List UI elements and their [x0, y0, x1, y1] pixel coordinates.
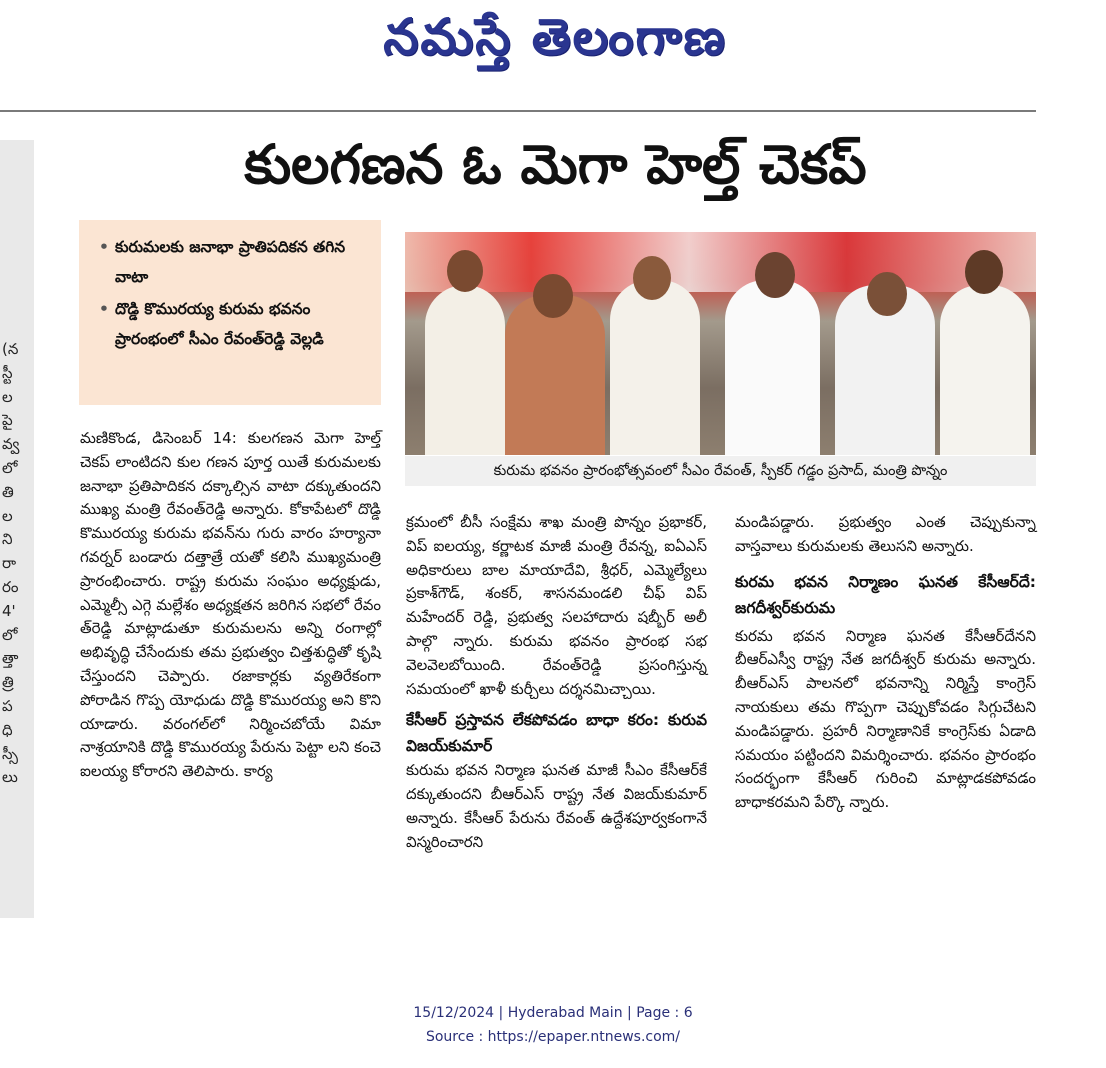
- photo-person: [505, 295, 605, 455]
- masthead-divider: [0, 110, 1036, 112]
- photo-person: [610, 280, 700, 455]
- adjacent-column-fragment: లో: [2, 625, 18, 644]
- adjacent-column-fragment: ధి: [2, 720, 13, 739]
- adjacent-column-fragment: రా: [2, 554, 17, 573]
- adjacent-column-fragment: లు: [2, 768, 18, 787]
- stage-backdrop: [405, 232, 1036, 292]
- article-column-3: [735, 511, 1036, 815]
- article-subheading: కురమ భవన నిర్మాణం ఘనత కేసీఆర్‌దే: జగదీశ్వర్‌కురుమ: [735, 572, 1036, 617]
- photo-caption: కురుమ భవనం ప్రారంభోత్సవంలో సీఎం రేవంత్, స్పీకర్ గడ్డం ప్రసాద్, మంత్రి పొన్నం: [405, 456, 1036, 486]
- edition-info: 15/12/2024 | Hyderabad Main | Page : 6: [413, 1005, 693, 1021]
- highlight-item: • కురుమలకు జనాభా ప్రాతిపదికన తగిన వాటా: [99, 232, 373, 292]
- article-paragraph: క్రమంలో బీసీ సంక్షేమ శాఖ మంత్రి పొన్నం ప్రభాకర్, విప్ ఐలయ్య, కర్ణాటక మాజీ మంత్రి రేవన్న, ఐఏఎస్ అధికారులు బాల మాయాదేవి, శ్రీధర్, ఎమ్మెల్యేలు ప్రకాశ్‌గౌడ్, శంకర్, శాసనమండలి చీఫ్ విప్ మహేందర్ రెడ్డి, ప్రభుత్వ సలహాదారు షబ్బీర్ అలీ పాల్గొ న్నారు. కురుమ భవనం ప్రారంభ సభ వెలవెలబోయింది. రేవంత్‌రెడ్డి ప్రసంగిస్తున్న సమయంలో ఖాళీ కుర్చీలు దర్శనమిచ్చాయి.: [406, 513, 707, 698]
- article-subheading: కేసీఆర్ ప్రస్తావన లేకపోవడం బాధా కరం: కురువ విజయ్‌కుమార్: [406, 711, 707, 756]
- article-column-1: [80, 427, 381, 784]
- photo-person-head: [867, 272, 907, 316]
- photo-person-head: [533, 274, 573, 318]
- photo-person-head: [755, 252, 795, 298]
- article-paragraph: మణికొండ, డిసెంబర్ 14: కులగణన మెగా హెల్త్ చెకప్ లాంటిదని కుల గణన పూర్త యితే కురుమలకు జనాభా ప్రతిపాదికన దక్కాల్సిన వాటా దక్కుతుందని ముఖ్య మంత్రి రేవంత్‌రెడ్డి అన్నారు. కోకాపేటలో దొడ్డి కొమురయ్య కురుమ భవన్‌ను గురు వారం హర్యానా గవర్నర్ బండారు దత్తాత్రే యతో కలిసి ముఖ్యమంత్రి ప్రారంభించారు. రాష్ట్ర కురుమ సంఘం అధ్యక్షుడు, ఎమ్మెల్సీ ఎగ్గె మల్లేశం అధ్యక్షతన జరిగిన సభలో రేవం త్‌రెడ్డి మాట్లాడుతూ కురుమలను అన్ని రంగాల్లో అభివృద్ధి చేసేందుకు తమ ప్రభుత్వం చిత్తశుద్ధితో కృషి చేస్తుందని చెప్పారు. రజాకార్లకు వ్యతిరేకంగా పోరాడిన గొప్ప యోధుడు దొడ్డి కొమురయ్య అని కొని యాడారు. వరంగల్‌లో నిర్మించబోయే విమా నాశ్రయానికి దొడ్డి కొమురయ్య పేరును పెట్టా లని కంచె ఐలయ్య కోరారని తెలిపారు. కార్య: [80, 429, 381, 781]
- photo-person: [940, 285, 1030, 455]
- adjacent-column-fragment: స్సీ: [2, 744, 18, 763]
- adjacent-column-fragment: తి: [2, 482, 14, 501]
- adjacent-column-fragment: త్రి: [2, 673, 14, 692]
- adjacent-column-fragment: 4': [2, 601, 16, 620]
- adjacent-column-fragment: (న: [2, 340, 19, 358]
- adjacent-column-fragment: వ్వ: [2, 435, 20, 454]
- source-url[interactable]: Source : https://epaper.ntnews.com/: [425, 1029, 681, 1045]
- photo-person-head: [447, 250, 483, 292]
- adjacent-column-fragment: ప: [2, 696, 13, 715]
- photo-person-head: [965, 250, 1003, 294]
- adjacent-column-fragment: రం: [2, 577, 19, 596]
- article-paragraph: కురమ భవన నిర్మాణ ఘనత కేసీఆర్‌దేనని బీఆర్‌ఎస్వీ రాష్ట్ర నేత జగదీశ్వర్ కురుమ అన్నారు. బీఆర్‌ఎస్ పాలనలో భవనాన్ని నిర్మిస్తే కాంగ్రెస్ నాయకులు తమ గొప్పగా చెప్పుకోవడం సిగ్గుచేటని మండిపడ్డారు. ప్రహరీ నిర్మాణానికే కాంగ్రెస్‌కు ఏడాది సమయం పట్టిందని విమర్శించారు. భవనం ప్రారంభం సందర్భంగా కేసీఆర్ గురించి మాట్లాడకపోవడం బాధాకరమని పేర్కొ న్నారు.: [735, 626, 1036, 812]
- adjacent-column-fragment: త్తా: [2, 649, 19, 668]
- news-photo: [405, 232, 1036, 455]
- adjacent-column-fragment: ల: [2, 387, 13, 406]
- photo-person: [425, 285, 505, 455]
- article-headline: కులగణన ఓ మెగా హెల్త్ చెకప్: [244, 133, 867, 196]
- highlight-item: • దొడ్డి కొమురయ్య కురుమ భవనం ప్రారంభంలో సీఎం రేవంత్‌రెడ్డి వెల్లడి: [99, 294, 373, 354]
- adjacent-column-fragment: ల: [2, 506, 13, 525]
- photo-person: [725, 280, 820, 455]
- photo-person-head: [633, 256, 671, 300]
- masthead-logo: నమస్తే తెలంగాణ: [383, 8, 727, 66]
- article-column-2: [406, 511, 707, 855]
- adjacent-column-fragment: ని: [2, 530, 13, 549]
- highlights-box: [79, 220, 381, 405]
- article-paragraph: కురుమ భవన నిర్మాణ ఘనత మాజీ సీఎం కేసీఆర్‌కే దక్కుతుందని బీఆర్‌ఎస్ రాష్ట్ర నేత విజయ్‌కుమార్ అన్నారు. కేసీఆర్ పేరును రేవంత్ ఉద్దేశపూర్వకంగానే విస్మరించారని: [406, 761, 707, 851]
- article-paragraph: మండిపడ్డారు. ప్రభుత్వం ఎంత చెప్పుకున్నా వాస్తవాలు కురుమలకు తెలుసని అన్నారు.: [735, 513, 1036, 555]
- adjacent-column-fragment: పై: [2, 411, 13, 430]
- adjacent-column-fragment: స్టీ: [2, 363, 13, 382]
- adjacent-column-text: [2, 338, 32, 790]
- adjacent-column-fragment: లో: [2, 458, 18, 477]
